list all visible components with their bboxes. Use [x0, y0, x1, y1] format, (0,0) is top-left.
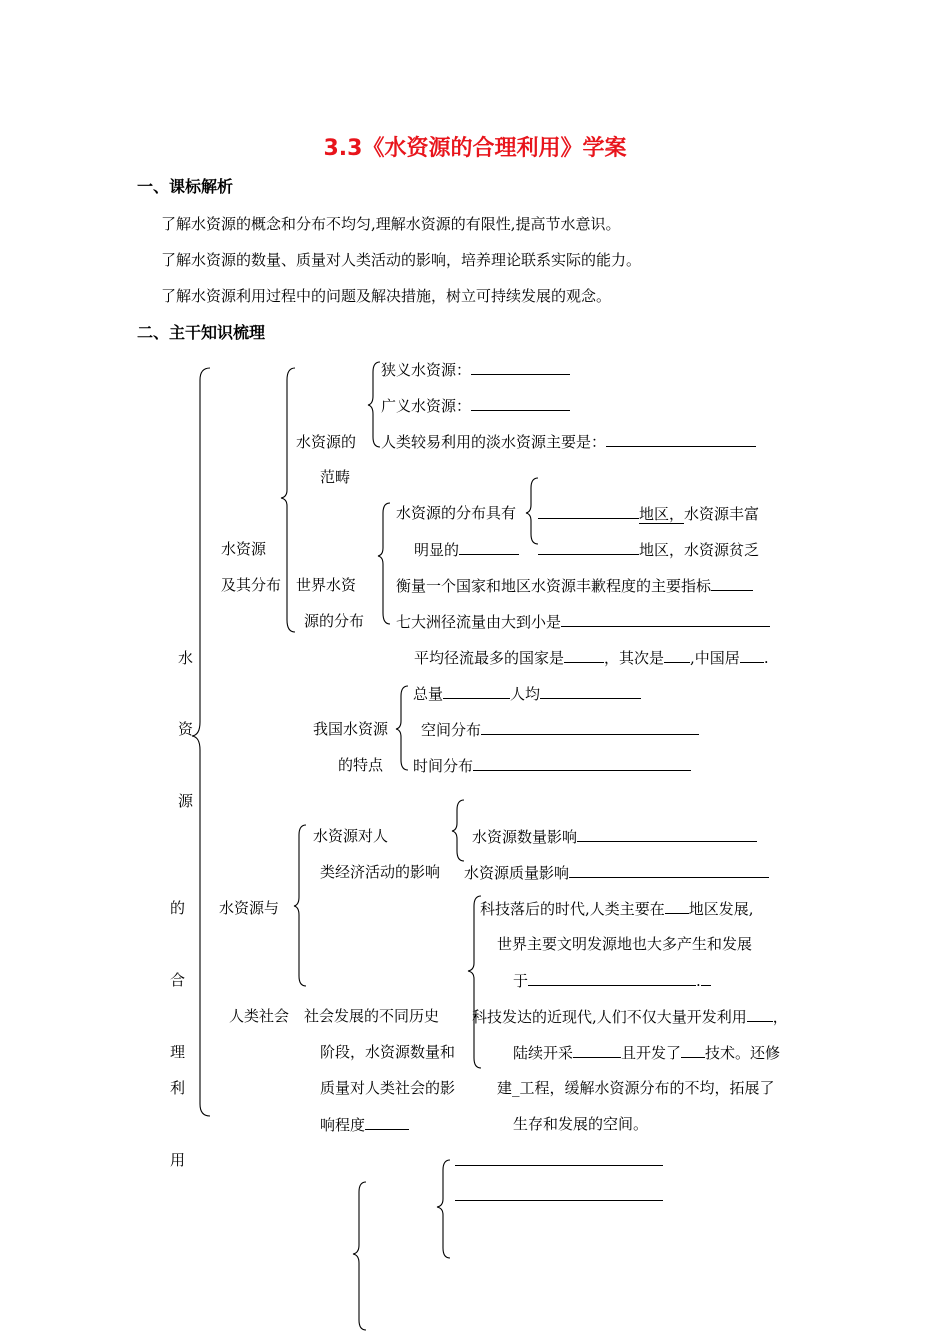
branch1-brace: [281, 368, 295, 632]
lower-brace-2: [353, 1182, 366, 1330]
modern-tech-blank[interactable]: [681, 1042, 705, 1058]
world-label-2: 源的分布: [304, 612, 365, 630]
runoff-first-blank[interactable]: [564, 647, 604, 663]
branch2-label-1: 水资源与: [219, 899, 280, 917]
modern-era-line-4: 生存和发展的空间。: [513, 1115, 649, 1133]
econ-brace: [452, 800, 464, 861]
lower-brace-1: [437, 1160, 450, 1258]
root-char-8: 用: [170, 1151, 186, 1169]
impact-degree-blank[interactable]: [365, 1114, 409, 1130]
root-char-4: 的: [170, 899, 186, 917]
dist-label-2-line: 明显的: [414, 539, 519, 560]
china-time-line: 时间分布: [413, 755, 691, 776]
china-label-2: 的特点: [338, 756, 384, 774]
quality-effect-line: 水资源质量影响: [464, 862, 769, 883]
runoff-second-blank[interactable]: [664, 647, 690, 663]
root-char-5: 合: [170, 971, 186, 989]
scope-brace: [368, 362, 380, 447]
china-label-1: 我国水资源: [313, 720, 389, 738]
china-total-line: 总量 人均: [413, 683, 641, 704]
poor-region-line: 地区，水资源贫乏: [538, 539, 759, 560]
history-label-1: 社会发展的不同历史: [304, 1007, 440, 1025]
china-space-line: 空间分布: [421, 719, 699, 740]
page-title: 3.3《水资源的合理利用》学案: [323, 136, 627, 161]
quality-effect-blank[interactable]: [569, 862, 769, 878]
objective-line-1: 了解水资源的概念和分布不均匀,理解水资源的有限性,提高节水意识。: [161, 215, 621, 233]
modern-era-line-2: 陆续开采 且开发了 技术。还修: [513, 1044, 781, 1062]
modern-era-line-1: 科技发达的近现代,人们不仅大量开发利用 ，: [472, 1008, 788, 1026]
old-era-line-1: 科技落后的时代,人类主要在 地区发展,: [480, 900, 754, 918]
quantity-effect-blank[interactable]: [577, 826, 757, 842]
fresh-water-blank[interactable]: [606, 431, 756, 447]
econ-label-1: 水资源对人: [313, 827, 389, 845]
narrow-water-line: 狭义水资源：: [381, 359, 570, 380]
history-label-3: 质量对人类社会的影: [320, 1079, 456, 1097]
dist-label-1: 水资源的分布具有: [396, 504, 517, 522]
history-brace: [468, 896, 481, 1068]
rich-region-line: 地区，水资源丰富: [538, 503, 759, 524]
broad-water-blank[interactable]: [471, 395, 570, 411]
lower-blank-1[interactable]: [455, 1165, 663, 1166]
world-brace: [378, 503, 390, 624]
dist-feature-blank[interactable]: [459, 539, 519, 555]
dist-brace: [526, 478, 538, 544]
fresh-water-line: 人类较易利用的淡水资源主要是：: [381, 431, 756, 452]
scope-label-1: 水资源的: [296, 433, 357, 451]
modern-extract-blank[interactable]: [573, 1042, 621, 1058]
root-char-1: 水: [178, 649, 194, 667]
china-brace: [396, 686, 408, 770]
history-label-4-line: 响程度: [320, 1114, 409, 1135]
continents-blank[interactable]: [561, 611, 770, 627]
branch2-label-2: 人类社会: [229, 1007, 290, 1025]
lower-blank-2[interactable]: [455, 1200, 663, 1201]
old-era-region-blank[interactable]: [665, 898, 689, 914]
civilization-origin-tail: [701, 970, 711, 986]
runoff-country-line: 平均径流最多的国家是 ，其次是 ,中国居 .: [414, 649, 769, 667]
root-char-7: 利: [170, 1079, 186, 1097]
econ-label-2: 类经济活动的影响: [320, 863, 441, 881]
china-rank-blank[interactable]: [740, 647, 764, 663]
old-era-line-3: 于 .: [513, 970, 711, 991]
root-char-3: 源: [178, 792, 194, 810]
china-percap-blank[interactable]: [540, 683, 641, 699]
objective-line-2: 了解水资源的数量、质量对人类活动的影响，培养理论联系实际的能力。: [161, 251, 642, 269]
modern-era-line-3: 建_工程，缓解水资源分布的不均，拓展了: [497, 1079, 775, 1097]
indicator-line: 衡量一个国家和地区水资源丰歉程度的主要指标: [396, 575, 753, 596]
branch1-label-1: 水资源: [221, 540, 267, 558]
root-char-6: 理: [170, 1043, 186, 1061]
root-char-2: 资: [178, 720, 194, 738]
civilization-origin-blank[interactable]: [528, 970, 696, 986]
world-label-1: 世界水资: [296, 576, 357, 594]
indicator-blank[interactable]: [711, 575, 753, 591]
china-time-blank[interactable]: [473, 755, 691, 771]
poor-region-blank[interactable]: [538, 539, 639, 555]
branch1-label-2: 及其分布: [221, 576, 282, 594]
objective-line-3: 了解水资源利用过程中的问题及解决措施，树立可持续发展的观念。: [161, 287, 612, 305]
continents-line: 七大洲径流量由大到小是: [396, 611, 770, 632]
china-space-blank[interactable]: [481, 719, 699, 735]
old-era-line-2: 世界主要文明发源地也大多产生和发展: [497, 935, 753, 953]
scope-label-2: 范畴: [320, 468, 351, 486]
section-heading-2: 二、主干知识梳理: [137, 323, 266, 342]
narrow-water-blank[interactable]: [471, 359, 570, 375]
broad-water-line: 广义水资源：: [381, 395, 570, 416]
branch2-brace: [294, 825, 306, 986]
history-label-2: 阶段，水资源数量和: [320, 1043, 456, 1061]
modern-exploit-blank[interactable]: [747, 1006, 773, 1022]
section-heading-1: 一、课标解析: [137, 177, 234, 196]
quantity-effect-line: 水资源数量影响: [472, 826, 757, 847]
root-brace: [192, 368, 210, 1116]
rich-region-blank[interactable]: [538, 503, 639, 519]
china-total-blank[interactable]: [443, 683, 510, 699]
